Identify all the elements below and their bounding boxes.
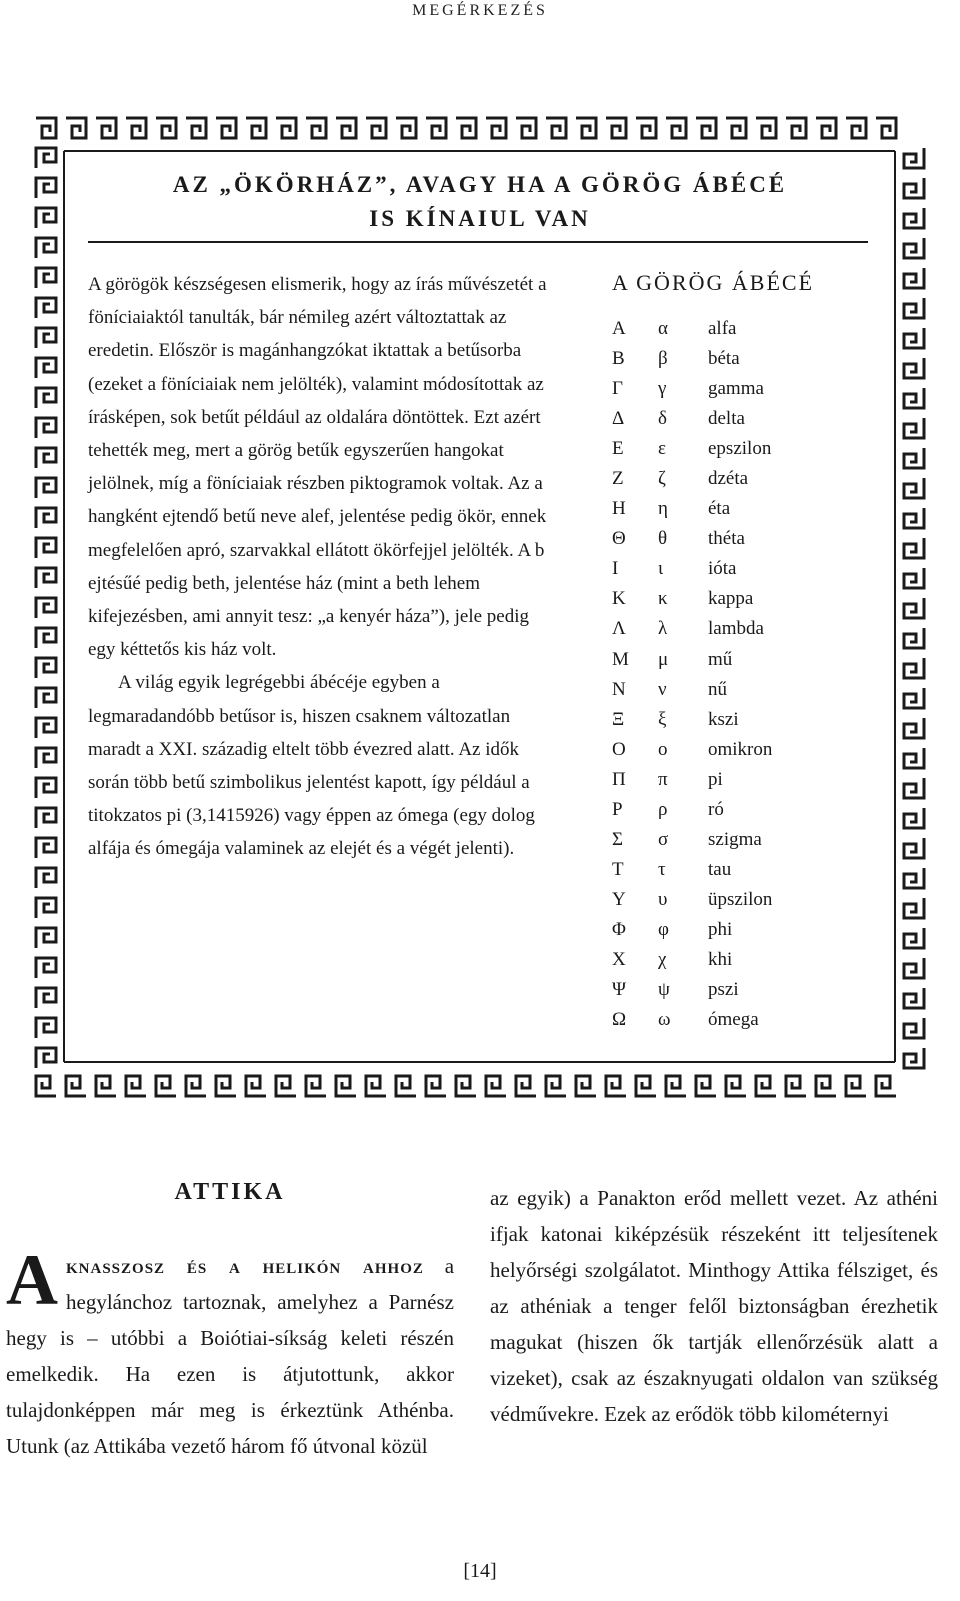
alphabet-row — [612, 645, 828, 675]
meander-key — [216, 118, 236, 138]
letter-name: ióta — [708, 558, 737, 580]
meander-key — [786, 118, 806, 138]
letter-upper: Σ — [612, 828, 624, 850]
meander-key — [904, 418, 924, 438]
meander-key — [36, 118, 56, 138]
letter-lower: θ — [658, 528, 668, 550]
meander-key — [396, 1076, 416, 1096]
letter-name: delta — [708, 408, 745, 430]
meander-key — [36, 868, 56, 888]
letter-name: béta — [708, 348, 740, 370]
meander-key — [36, 778, 56, 798]
letter-lower: ε — [658, 438, 666, 460]
letter-name: tau — [708, 858, 732, 880]
meander-key — [816, 1076, 836, 1096]
meander-key — [366, 118, 386, 138]
letter-upper: Μ — [612, 648, 629, 670]
meander-key — [696, 118, 716, 138]
meander-key — [36, 178, 56, 198]
meander-key — [666, 118, 686, 138]
letter-upper: Ξ — [612, 708, 625, 730]
meander-key — [904, 568, 924, 588]
box-body — [88, 268, 558, 866]
meander-key — [36, 628, 56, 648]
letter-name: kszi — [708, 708, 739, 730]
meander-key — [516, 1076, 536, 1096]
meander-key — [306, 118, 326, 138]
meander-key — [36, 508, 56, 528]
lead-smallcaps: knasszosz és a helikón ahhoz — [66, 1254, 424, 1278]
meander-key — [904, 628, 924, 648]
meander-key — [904, 778, 924, 798]
letter-lower: β — [658, 348, 668, 370]
meander-key — [156, 118, 176, 138]
alphabet-row — [612, 975, 828, 1005]
meander-key — [726, 118, 746, 138]
meander-key — [726, 1076, 746, 1096]
meander-key — [36, 928, 56, 948]
meander-key — [36, 658, 56, 678]
alphabet-row — [612, 614, 828, 644]
meander-key — [904, 658, 924, 678]
meander-key — [396, 118, 416, 138]
letter-lower: ω — [658, 1009, 671, 1031]
meander-key — [904, 358, 924, 378]
meander-key — [904, 178, 924, 198]
meander-key — [36, 808, 56, 828]
letter-upper: Λ — [612, 618, 626, 640]
alphabet-row — [612, 374, 828, 404]
letter-upper: Ρ — [612, 798, 623, 820]
letter-lower: ζ — [658, 468, 666, 490]
meander-key — [36, 838, 56, 858]
meander-key — [36, 448, 56, 468]
box-title — [120, 168, 840, 236]
meander-key — [786, 1076, 806, 1096]
letter-upper: Ν — [612, 678, 626, 700]
letter-name: dzéta — [708, 468, 749, 490]
meander-key — [126, 118, 146, 138]
letter-name: lambda — [708, 618, 764, 640]
meander-key — [36, 718, 56, 738]
meander-key — [36, 478, 56, 498]
letter-lower: χ — [658, 948, 667, 970]
letter-upper: Γ — [612, 378, 623, 400]
meander-key — [516, 118, 536, 138]
section-title: ATTIKA — [174, 1179, 286, 1205]
meander-key — [36, 298, 56, 318]
letter-lower: δ — [658, 408, 667, 430]
alphabet-row — [612, 855, 828, 885]
meander-key — [904, 148, 924, 168]
letter-name: khi — [708, 948, 733, 970]
letter-lower: λ — [658, 618, 668, 640]
meander-key — [576, 1076, 596, 1096]
alphabet-row — [612, 404, 828, 434]
meander-key — [36, 1018, 56, 1038]
letter-lower: π — [658, 768, 668, 790]
letter-upper: Ε — [612, 438, 624, 460]
meander-key — [546, 1076, 566, 1096]
meander-key — [456, 1076, 476, 1096]
meander-key — [816, 118, 836, 138]
letter-upper: Η — [612, 498, 626, 520]
letter-lower: μ — [658, 648, 669, 670]
letter-lower: τ — [658, 858, 666, 880]
letter-name: mű — [708, 648, 733, 670]
alphabet-row — [612, 464, 828, 494]
alphabet-row — [612, 915, 828, 945]
letter-lower: ψ — [658, 979, 670, 1001]
meander-key — [36, 748, 56, 768]
letter-name: ómega — [708, 1009, 759, 1031]
meander-key — [904, 508, 924, 528]
meander-key — [336, 118, 356, 138]
letter-name: kappa — [708, 588, 754, 610]
letter-lower: σ — [658, 828, 669, 850]
meander-key — [246, 118, 266, 138]
meander-key — [636, 1076, 656, 1096]
meander-key — [36, 238, 56, 258]
meander-key — [66, 118, 86, 138]
alphabet-row — [612, 795, 828, 825]
meander-key — [336, 1076, 356, 1096]
letter-lower: ν — [658, 678, 667, 700]
meander-key — [96, 118, 116, 138]
letter-name: éta — [708, 498, 731, 520]
left-text: a hegylánchoz tartoznak, amelyhez a Parnész hegy is – utóbbi a Boiótiai-síkság keleti részén emelkedik. Ha ezen is átjutottunk, akkor tulajdonképpen már meg is érkeztünk Athénba. Utunk (az Attikába vezető három fő útvonal közül — [6, 1254, 455, 1458]
meander-key — [276, 1076, 296, 1096]
alphabet-row — [612, 825, 828, 855]
letter-upper: Ι — [612, 558, 619, 580]
letter-upper: Υ — [612, 888, 626, 910]
meander-key — [36, 388, 56, 408]
alphabet-row — [612, 314, 828, 344]
meander-key — [366, 1076, 386, 1096]
meander-key — [876, 118, 896, 138]
meander-key — [904, 448, 924, 468]
meander-key — [904, 238, 924, 258]
meander-key — [36, 268, 56, 288]
box-paragraph-2: A világ egyik legrégebbi ábécéje egyben a legmaradandóbb betűsor is, hiszen csaknem változatlan maradt a XXI. századig eltelt több évezred alatt. Az idők során több betű szimbolikus jelentést kapott, így például a titokzatos pi (3,1415926) vagy éppen az ómega (egy dolog alfája és ómegája valaminek az elejét és a végét jelenti). — [88, 672, 535, 860]
meander-key — [904, 298, 924, 318]
letter-upper: Π — [612, 768, 626, 790]
meander-key — [904, 808, 924, 828]
letter-name: théta — [708, 528, 745, 550]
meander-key — [36, 598, 56, 618]
alphabet-row — [612, 554, 828, 584]
meander-key — [576, 118, 596, 138]
letter-name: pszi — [708, 979, 739, 1001]
page-number: [14] — [463, 1560, 497, 1582]
meander-key — [846, 118, 866, 138]
right-text: az egyik) a Panakton erőd mellett vezet. Az athéni ifjak katonai kiképzésük részeként itt teljesítenek helyőrségi szolgálatot. Minthogy Attika félsziget, és az athéniak a tenger felől biztonságban érezhetik magukat (hiszen ők tartják ellenőrzésük alatt a vizeket), csak az északnyugati oldalon van szükség védművekre. Ezek az erődök több kilométernyi — [490, 1186, 938, 1426]
letter-upper: Ω — [612, 1009, 627, 1031]
meander-key — [126, 1076, 146, 1096]
meander-key — [186, 1076, 206, 1096]
meander-key — [246, 1076, 266, 1096]
letter-name: üpszilon — [708, 888, 773, 910]
meander-key — [756, 1076, 776, 1096]
meander-key — [904, 898, 924, 918]
meander-key — [36, 1076, 56, 1096]
letter-lower: ξ — [658, 708, 667, 730]
meander-key — [904, 1018, 924, 1038]
letter-upper: Χ — [612, 948, 626, 970]
alphabet-row — [612, 1005, 828, 1035]
meander-key — [904, 718, 924, 738]
letter-upper: Α — [612, 318, 626, 339]
letter-lower: ρ — [658, 798, 668, 820]
meander-key — [36, 1048, 56, 1068]
meander-key — [666, 1076, 686, 1096]
meander-key — [96, 1076, 116, 1096]
letter-upper: Θ — [612, 528, 626, 550]
alphabet-row — [612, 945, 828, 975]
meander-key — [904, 598, 924, 618]
letter-name: omikron — [708, 738, 773, 760]
alphabet-row — [612, 675, 828, 705]
meander-key — [36, 988, 56, 1008]
meander-key — [756, 118, 776, 138]
meander-key — [546, 118, 566, 138]
letter-name: ró — [708, 798, 724, 820]
letter-name: epszilon — [708, 438, 772, 460]
letter-lower: α — [658, 318, 668, 339]
meander-key — [36, 568, 56, 588]
alphabet-row — [612, 705, 828, 735]
meander-key — [486, 1076, 506, 1096]
letter-upper: Τ — [612, 858, 624, 880]
letter-lower: φ — [658, 918, 669, 940]
meander-key — [186, 118, 206, 138]
meander-key — [426, 118, 446, 138]
meander-key — [36, 898, 56, 918]
section-right-column — [490, 1180, 938, 1432]
title-rule — [88, 241, 868, 243]
dropcap: A — [6, 1240, 58, 1320]
letter-name: gamma — [708, 378, 764, 400]
letter-name: szigma — [708, 828, 762, 850]
meander-key — [606, 1076, 626, 1096]
section-left-column — [6, 1240, 455, 1464]
letter-upper: Β — [612, 348, 625, 370]
meander-key — [904, 688, 924, 708]
meander-key — [904, 868, 924, 888]
letter-upper: Ψ — [612, 979, 627, 1001]
meander-key — [904, 988, 924, 1008]
letter-upper: Δ — [612, 408, 625, 430]
letter-upper: Ο — [612, 738, 626, 760]
meander-key — [156, 1076, 176, 1096]
meander-key — [904, 1048, 924, 1068]
meander-key — [426, 1076, 446, 1096]
meander-key — [904, 328, 924, 348]
meander-key — [904, 928, 924, 948]
letter-lower: ι — [658, 558, 664, 580]
meander-key — [696, 1076, 716, 1096]
meander-key — [36, 958, 56, 978]
letter-upper: Φ — [612, 918, 626, 940]
letter-name: alfa — [708, 318, 737, 339]
meander-key — [904, 388, 924, 408]
meander-key — [36, 688, 56, 708]
box-title-line2: IS KÍNAIUL VAN — [369, 206, 591, 231]
meander-key — [306, 1076, 326, 1096]
alphabet-row — [612, 765, 828, 795]
alphabet-row — [612, 434, 828, 464]
meander-key — [904, 838, 924, 858]
letter-upper: Ζ — [612, 468, 624, 490]
meander-key — [904, 478, 924, 498]
letter-upper: Κ — [612, 588, 626, 610]
alphabet-row — [612, 344, 828, 374]
meander-key — [904, 538, 924, 558]
meander-key — [904, 208, 924, 228]
letter-lower: γ — [658, 378, 667, 400]
letter-lower: η — [658, 498, 668, 520]
letter-lower: κ — [658, 588, 668, 610]
alphabet-title: A GÖRÖG ÁBÉCÉ — [612, 270, 815, 295]
meander-key — [36, 418, 56, 438]
letter-name: pi — [708, 768, 723, 790]
meander-key — [904, 748, 924, 768]
meander-key — [904, 268, 924, 288]
meander-key — [486, 118, 506, 138]
alphabet-row — [612, 524, 828, 554]
meander-key — [276, 118, 296, 138]
letter-name: phi — [708, 918, 733, 940]
letter-name: nű — [708, 678, 727, 700]
box-paragraph-1: A görögök készségesen elismerik, hogy az írás művészetét a föníciaiaktól tanulták, bár némileg azért változtattak az eredetin. Először is magánhangzókat iktattak a betűsorba (ezeket a föníciaiak nem jelölték), valamint módosítottak az írásképen, sok betűt például az oldalára döntöttek. Ezt azért tehették meg, mert a görög betűk egyszerűen hangokat jelölnek, míg a föníciaiak részben piktogramok voltak. Az a hangként ejtendő betű neve alef, jelentése pedig ökör, ennek megfelelően apró, szarvakkal ellátott ökörfejjel jelölték. A b ejtésűé pedig beth, jelentése ház (mint a beth lehem kifejezésben, ami annyit tesz: „a kenyér háza”), jele pedig egy kéttetős kis ház volt. — [88, 274, 547, 661]
alphabet-table — [612, 314, 828, 1035]
meander-key — [606, 118, 626, 138]
box-title-line1: AZ „ÖKÖRHÁZ”, AVAGY HA A GÖRÖG ÁBÉCÉ — [172, 172, 788, 197]
meander-key — [36, 358, 56, 378]
meander-key — [36, 148, 56, 168]
meander-key — [36, 208, 56, 228]
meander-key — [904, 958, 924, 978]
running-head: MEGÉRKEZÉS — [412, 2, 548, 19]
alphabet-row — [612, 584, 828, 614]
meander-key — [846, 1076, 866, 1096]
meander-key — [456, 118, 476, 138]
meander-key — [36, 328, 56, 348]
meander-key — [636, 118, 656, 138]
alphabet-row — [612, 735, 828, 765]
meander-key — [876, 1076, 896, 1096]
meander-key — [66, 1076, 86, 1096]
alphabet-row — [612, 885, 828, 915]
alphabet-row — [612, 494, 828, 524]
meander-key — [216, 1076, 236, 1096]
letter-lower: υ — [658, 888, 668, 910]
letter-lower: ο — [658, 738, 668, 760]
meander-key — [36, 538, 56, 558]
